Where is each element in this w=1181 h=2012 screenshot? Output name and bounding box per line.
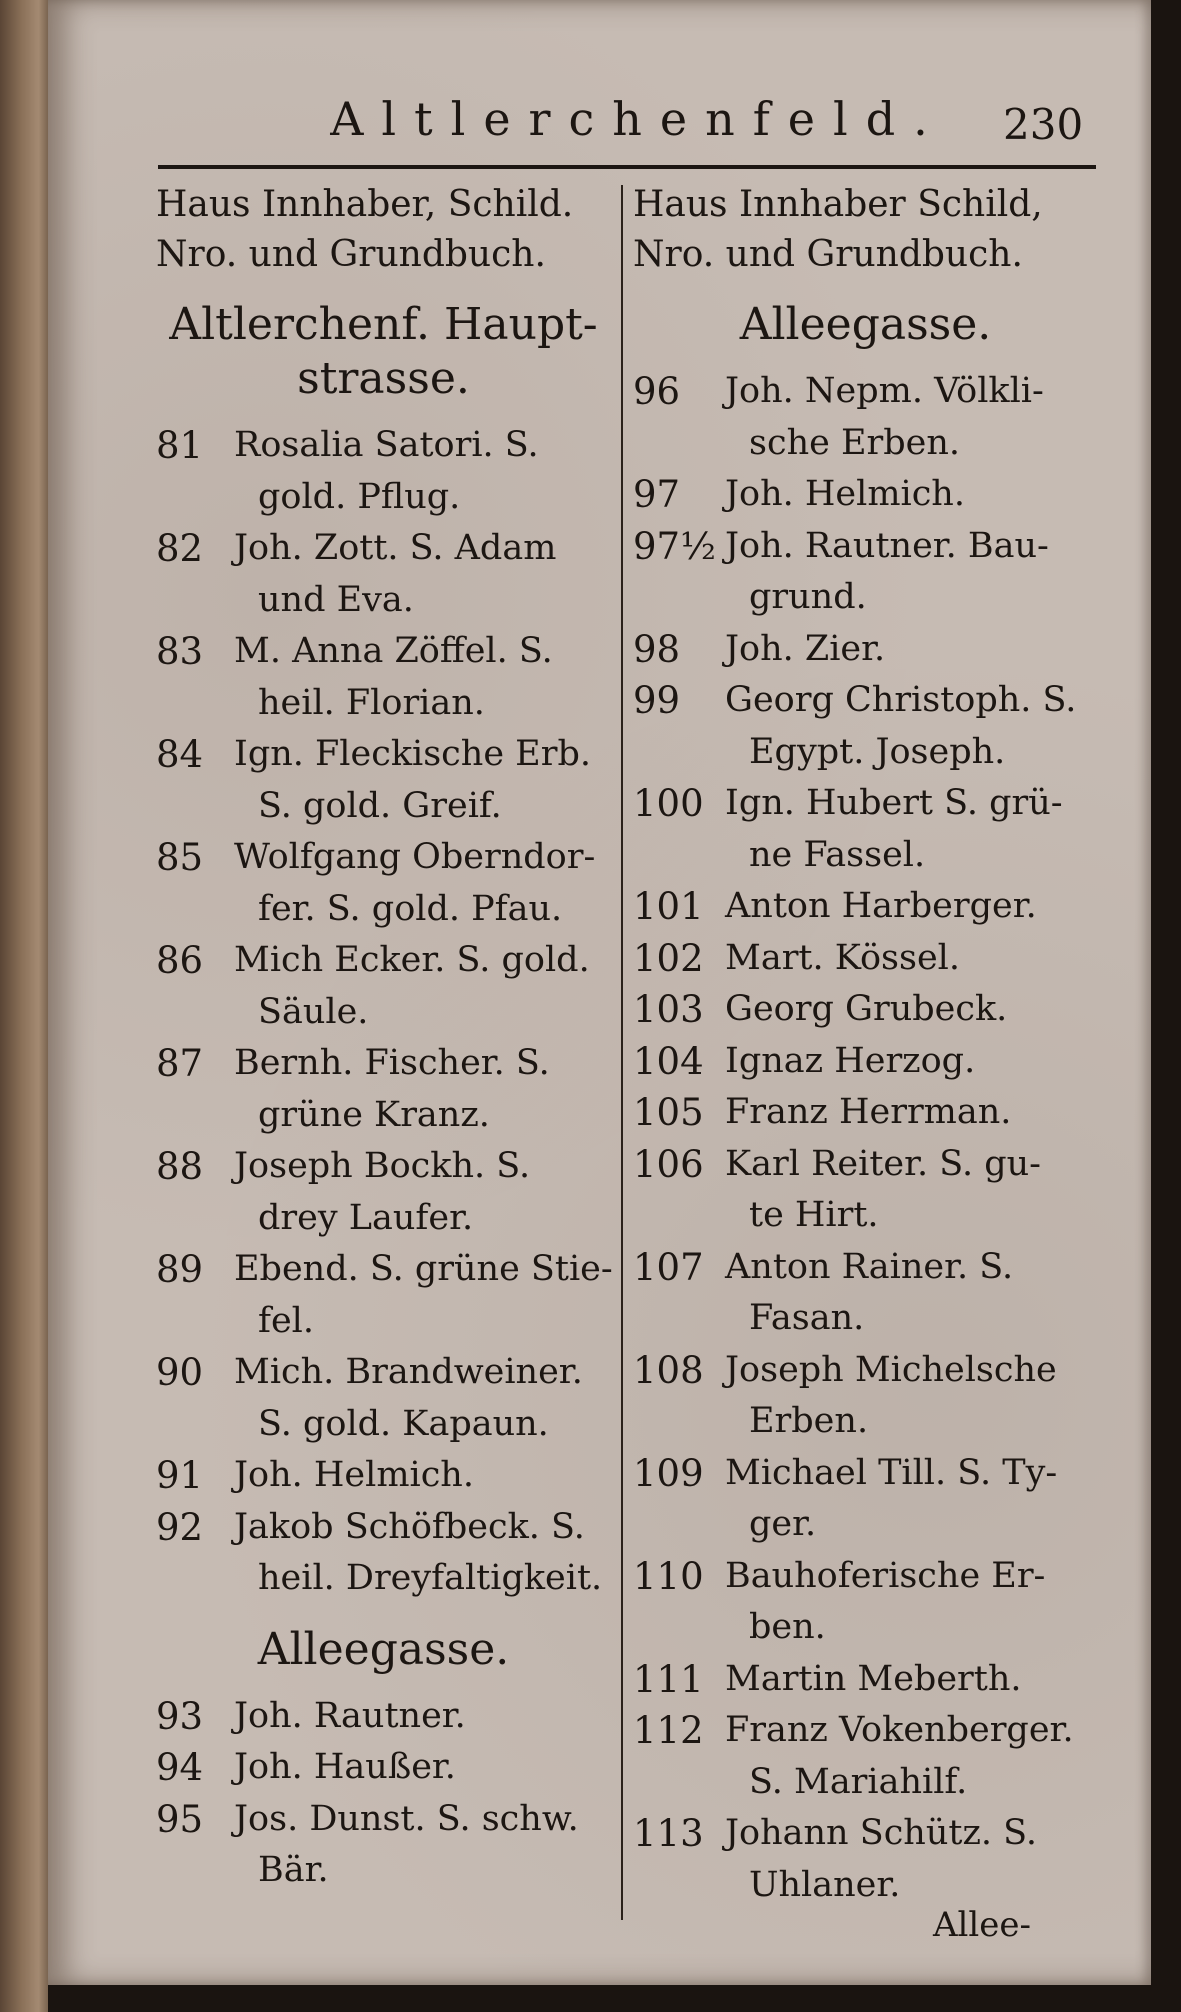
house-entry xyxy=(633,1551,1098,1654)
house-owner-line: S. Mariahilf. xyxy=(749,1761,968,1802)
column-header-line: Haus Innhaber, Schild. xyxy=(156,184,574,225)
house-number: 86 xyxy=(156,939,204,982)
house-entry xyxy=(633,1139,1098,1242)
house-owner-line: Georg Christoph. S. xyxy=(725,680,1077,720)
house-owner xyxy=(725,1345,1098,1448)
house-owner xyxy=(234,626,611,729)
house-owner xyxy=(234,523,611,626)
house-owner xyxy=(725,1808,1098,1911)
house-owner-line: Martin Meberth. xyxy=(725,1658,1022,1699)
house-number: 108 xyxy=(633,1348,704,1392)
house-owner-line: Bär. xyxy=(258,1850,329,1890)
header-rule xyxy=(158,165,1096,169)
house-owner xyxy=(234,1742,611,1794)
house-number: 100 xyxy=(633,782,704,825)
column-header-line: Nro. und Grundbuch. xyxy=(156,234,546,275)
house-owner xyxy=(234,1141,611,1244)
house-number: 106 xyxy=(633,1142,704,1186)
house-owner xyxy=(234,1691,611,1743)
house-number: 91 xyxy=(156,1454,204,1497)
house-number: 87 xyxy=(156,1042,204,1085)
column-header-line: Haus Innhaber Schild, xyxy=(633,184,1043,225)
house-entry xyxy=(633,1087,1098,1139)
house-number: 102 xyxy=(633,936,704,980)
house-owner-line: S. gold. Kapaun. xyxy=(258,1403,549,1444)
house-owner xyxy=(725,675,1098,778)
section-title-line: Alleegasse. xyxy=(257,1623,510,1675)
section-title xyxy=(633,298,1098,352)
house-owner-line: Franz Herrman. xyxy=(725,1092,1012,1132)
house-owner xyxy=(725,984,1098,1036)
house-number: 82 xyxy=(156,527,204,570)
house-owner-line: Joh. Zier. xyxy=(725,628,886,669)
house-entry xyxy=(633,521,1098,624)
house-owner-line: heil. Florian. xyxy=(258,682,485,723)
house-owner-line: Ebend. S. grüne Stie- xyxy=(234,1249,613,1289)
house-owner xyxy=(234,832,611,935)
house-owner xyxy=(725,933,1098,985)
house-owner-line: Ign. Fleckische Erb. xyxy=(234,734,591,774)
house-owner-line: heil. Dreyfaltigkeit. xyxy=(258,1558,603,1598)
house-owner-line: Georg Grubeck. xyxy=(725,989,1008,1029)
house-owner xyxy=(234,420,611,523)
house-entry xyxy=(156,729,611,832)
house-owner xyxy=(725,1087,1098,1139)
house-owner xyxy=(234,729,611,832)
house-owner-line: Säule. xyxy=(258,991,369,1032)
house-owner-line: Bernh. Fischer. S. xyxy=(234,1043,550,1083)
house-owner-line: S. gold. Greif. xyxy=(258,785,502,826)
house-owner-line: gold. Pflug. xyxy=(258,476,461,517)
house-number: 109 xyxy=(633,1451,704,1495)
house-entry xyxy=(633,366,1098,469)
column-divider xyxy=(621,185,623,1920)
house-number: 111 xyxy=(633,1657,704,1701)
section-title xyxy=(156,298,611,406)
house-owner xyxy=(234,935,611,1038)
house-entry xyxy=(633,624,1098,676)
house-owner-line: Mart. Kössel. xyxy=(725,937,960,978)
house-owner xyxy=(725,778,1098,881)
house-number: 110 xyxy=(633,1554,704,1598)
house-entry xyxy=(156,832,611,935)
house-number: 98 xyxy=(633,627,681,671)
house-owner-line: Franz Vokenberger. xyxy=(725,1710,1074,1750)
house-entry xyxy=(156,1450,611,1502)
house-owner xyxy=(725,881,1098,933)
house-entry xyxy=(156,1742,611,1794)
house-number: 113 xyxy=(633,1812,704,1855)
house-number: 103 xyxy=(633,988,704,1031)
house-entry xyxy=(156,1502,611,1605)
house-number: 85 xyxy=(156,836,204,879)
house-owner-line: Jakob Schöfbeck. S. xyxy=(234,1506,585,1547)
house-number: 92 xyxy=(156,1505,204,1549)
house-owner-line: Ignaz Herzog. xyxy=(725,1040,976,1081)
house-owner xyxy=(725,1551,1098,1654)
house-number: 90 xyxy=(156,1351,204,1394)
house-owner xyxy=(234,1450,611,1502)
book-page xyxy=(48,0,1151,1985)
house-owner-line: Jos. Dunst. S. schw. xyxy=(234,1798,579,1839)
house-owner-line: Joh. Nepm. Völkli- xyxy=(725,371,1044,411)
column-header-line: Nro. und Grundbuch. xyxy=(633,234,1023,275)
left-column xyxy=(156,180,611,1897)
house-entry xyxy=(156,1794,611,1897)
catchword: Allee- xyxy=(933,1905,1032,1945)
house-entry xyxy=(633,1345,1098,1448)
house-number: 93 xyxy=(156,1694,204,1738)
house-entry xyxy=(633,933,1098,985)
house-entry xyxy=(633,1242,1098,1345)
book-spine xyxy=(0,0,48,2012)
house-owner-line: M. Anna Zöffel. S. xyxy=(234,631,553,671)
house-owner xyxy=(725,1139,1098,1242)
section-title-line: Altlerchenf. Haupt- xyxy=(169,299,598,350)
house-owner-line: grüne Kranz. xyxy=(258,1094,490,1135)
house-entry xyxy=(156,935,611,1038)
house-owner-line: Wolfgang Oberndor- xyxy=(234,837,596,877)
house-number: 107 xyxy=(633,1245,704,1289)
house-number: 89 xyxy=(156,1248,204,1291)
house-number: 81 xyxy=(156,424,204,467)
house-owner xyxy=(234,1347,611,1450)
house-owner-line: Joh. Zott. S. Adam xyxy=(234,528,557,568)
right-column xyxy=(633,180,1098,1911)
house-number: 96 xyxy=(633,370,681,413)
house-owner-line: Karl Reiter. S. gu- xyxy=(725,1143,1041,1184)
column-header xyxy=(156,180,611,280)
page-number: 230 xyxy=(1003,100,1084,149)
house-owner xyxy=(725,1242,1098,1345)
house-entry xyxy=(633,984,1098,1036)
house-owner xyxy=(725,1448,1098,1551)
house-number: 101 xyxy=(633,885,704,928)
house-owner-line: ne Fassel. xyxy=(749,834,926,875)
house-number: 99 xyxy=(633,679,681,722)
house-entry xyxy=(156,420,611,523)
house-entry xyxy=(156,1691,611,1743)
house-owner-line: Anton Harberger. xyxy=(725,886,1037,926)
house-number: 97½ xyxy=(633,524,716,568)
house-owner-line: Joh. Rautner. xyxy=(234,1695,466,1736)
house-owner xyxy=(725,624,1098,676)
house-entry xyxy=(633,1448,1098,1551)
house-number: 97 xyxy=(633,473,681,516)
house-owner-line: Bauhoferische Er- xyxy=(725,1555,1046,1596)
house-owner xyxy=(234,1502,611,1605)
house-owner-line: Johann Schütz. S. xyxy=(725,1813,1037,1853)
section-title xyxy=(156,1623,611,1677)
house-owner xyxy=(725,469,1098,521)
section-title-line: strasse. xyxy=(297,353,470,404)
column-header xyxy=(633,180,1098,280)
house-owner-line: Anton Rainer. S. xyxy=(725,1246,1014,1287)
house-owner-line: ger. xyxy=(749,1504,817,1544)
house-number: 105 xyxy=(633,1091,704,1134)
house-owner-line: fel. xyxy=(258,1300,314,1341)
house-entry xyxy=(633,469,1098,521)
house-entry xyxy=(633,1654,1098,1706)
house-owner-line: Mich Ecker. S. gold. xyxy=(234,940,590,980)
house-owner xyxy=(234,1244,613,1347)
house-owner xyxy=(725,1036,1098,1088)
house-number: 84 xyxy=(156,733,204,776)
house-entry xyxy=(633,1808,1098,1911)
house-entry xyxy=(156,523,611,626)
house-owner xyxy=(725,1654,1098,1706)
house-owner-line: Uhlaner. xyxy=(749,1864,901,1905)
house-owner-line: Michael Till. S. Ty- xyxy=(725,1452,1058,1493)
house-owner-line: Erben. xyxy=(749,1401,869,1441)
house-entry xyxy=(633,1705,1098,1808)
house-owner-line: Fasan. xyxy=(749,1298,865,1338)
house-owner-line: Joh. Helmich. xyxy=(234,1455,474,1495)
house-entry xyxy=(633,778,1098,881)
house-owner-line: Mich. Brandweiner. xyxy=(234,1352,583,1392)
house-owner-line: sche Erben. xyxy=(749,422,961,463)
house-owner xyxy=(234,1038,611,1141)
house-owner-line: Joseph Michelsche xyxy=(725,1349,1057,1390)
section-title-line: Alleegasse. xyxy=(739,299,992,350)
house-number: 104 xyxy=(633,1039,704,1083)
running-head: Altlerchenfeld. xyxy=(330,92,946,146)
house-owner-line: Joh. Haußer. xyxy=(234,1747,456,1787)
house-entry xyxy=(156,1347,611,1450)
house-owner-line: drey Laufer. xyxy=(258,1197,474,1238)
house-owner-line: Ign. Hubert S. grü- xyxy=(725,783,1063,823)
house-owner-line: Joh. Helmich. xyxy=(725,474,965,514)
house-owner xyxy=(234,1794,611,1897)
house-owner-line: Egypt. Joseph. xyxy=(749,731,1006,772)
house-owner-line: fer. S. gold. Pfau. xyxy=(258,888,563,929)
house-number: 95 xyxy=(156,1797,204,1841)
house-owner-line: Joseph Bockh. S. xyxy=(234,1146,531,1186)
house-entry xyxy=(633,1036,1098,1088)
house-number: 88 xyxy=(156,1145,204,1188)
house-entry xyxy=(633,881,1098,933)
house-entry xyxy=(156,1244,611,1347)
house-number: 94 xyxy=(156,1746,204,1789)
house-owner xyxy=(725,521,1098,624)
house-owner-line: te Hirt. xyxy=(749,1195,879,1235)
house-number: 112 xyxy=(633,1709,704,1752)
house-owner-line: grund. xyxy=(749,577,867,617)
house-owner-line: Rosalia Satori. S. xyxy=(234,425,539,465)
house-owner-line: Joh. Rautner. Bau- xyxy=(725,525,1049,566)
house-owner-line: und Eva. xyxy=(258,579,414,620)
house-owner xyxy=(725,366,1098,469)
house-entry xyxy=(156,1038,611,1141)
house-owner-line: ben. xyxy=(749,1607,826,1647)
house-entry xyxy=(156,1141,611,1244)
house-owner xyxy=(725,1705,1098,1808)
house-entry xyxy=(633,675,1098,778)
house-entry xyxy=(156,626,611,729)
house-number: 83 xyxy=(156,630,204,673)
